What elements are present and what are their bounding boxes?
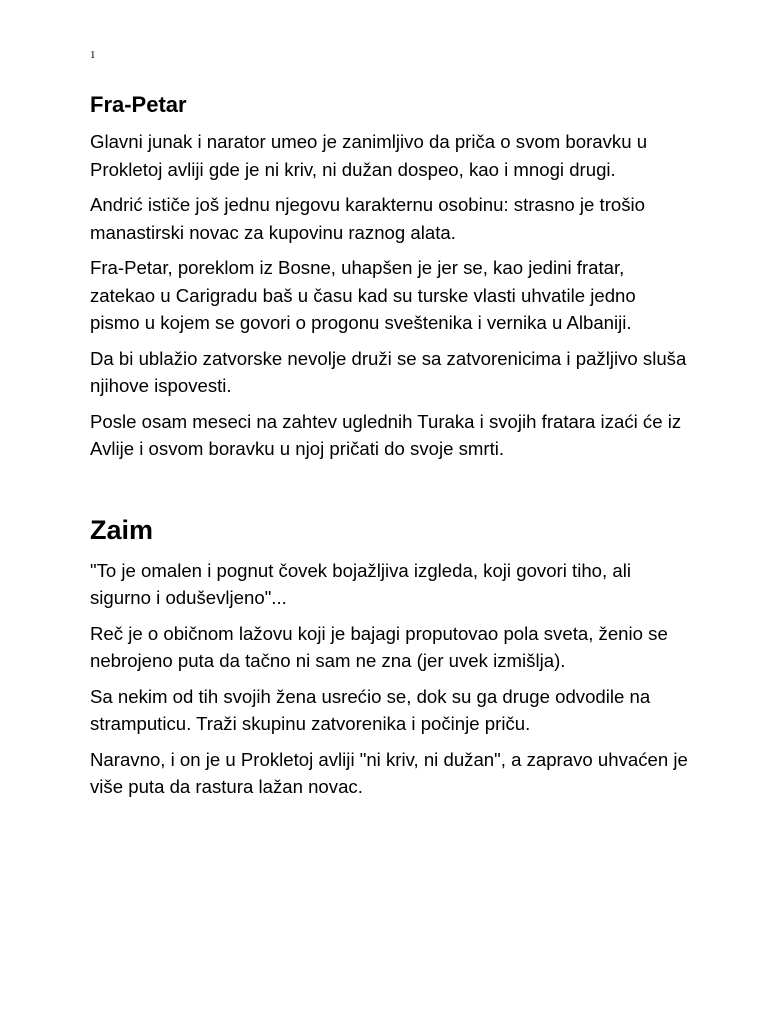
paragraph: Fra-Petar, poreklom iz Bosne, uhapšen je jer se, kao jedini fratar, zatekao u Carigradu baš u času kad su turske vlasti uhvatile jedno pismo u kojem se govori o progonu sveštenika i vernika u Albaniji.	[90, 257, 636, 333]
section-heading-zaim: Zaim	[90, 514, 154, 545]
paragraph: Andrić ističe još jednu njegovu karakternu osobinu: strasno je trošio manastirski novac za kupovinu raznog alata.	[90, 194, 646, 243]
paragraph: Da bi ublažio zatvorske nevolje druži se sa zatvorenicima i pažljivo sluša njihove ispovesti.	[90, 347, 687, 396]
paragraph: Posle osam meseci na zahtev uglednih Turaka i svojih fratara izaći će iz Avlije i osvom boravku u njoj pričati do svoje smrti.	[90, 410, 682, 459]
section-heading-fra-petar: Fra-Petar	[90, 92, 187, 117]
paragraph: "To je omalen i pognut čovek bojažljiva izgleda, koji govori tiho, ali sigurno i oduševljeno"...	[90, 559, 631, 608]
paragraph: Glavni junak i narator umeo je zanimljivo da priča o svom boravku u Prokletoj avliji gde je ni kriv, ni dužan dospeo, kao i mnogi drugi.	[90, 131, 648, 180]
document-body	[90, 91, 690, 809]
paragraph: Naravno, i on je u Prokletoj avliji "ni kriv, ni dužan", a zapravo uhvaćen je više puta da rastura lažan novac.	[90, 748, 688, 797]
paragraph: Sa nekim od tih svojih žena usrećio se, dok su ga druge odvodile na stramputicu. Traži skupinu zatvorenika i počinje priču.	[90, 685, 651, 734]
paragraph: Reč je o običnom lažovu koji je bajagi proputovao pola sveta, ženio se nebrojeno puta da tačno ni sam ne zna (jer uvek izmišlja).	[90, 622, 668, 671]
page-number: 1	[90, 49, 96, 61]
